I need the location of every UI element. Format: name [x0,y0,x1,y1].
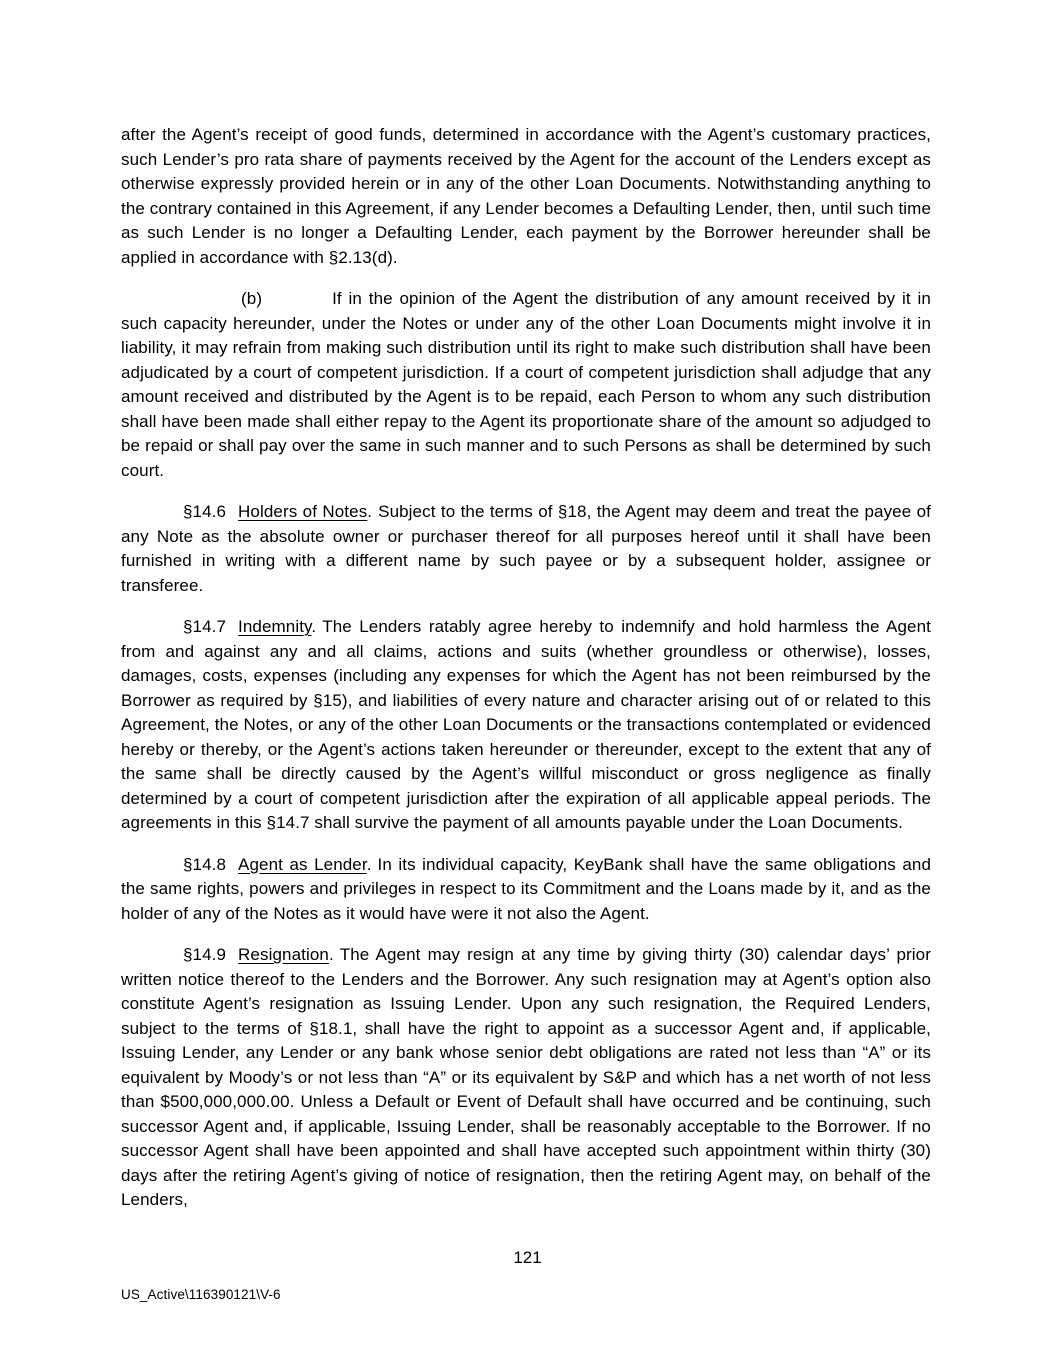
document-body [121,123,931,1230]
section-text: In its individual capacity, KeyBank shall have the same obligations and the same rights, powers and privileges in respect to its Commitment and the Loans made by it, and as the holder of any of the Notes as it would have were it not also the Agent. [121,854,931,923]
paragraph-continuation [121,123,931,270]
section-title-punctuation: . [367,502,373,521]
paragraph-label: (b) [241,289,263,308]
section-14-8 [121,853,931,927]
section-14-9 [121,943,931,1213]
document-reference: US_Active\116390121\V-6 [121,1287,281,1302]
section-number: §14.9 [183,945,227,964]
paragraph-text: If in the opinion of the Agent the distribution of any amount received by it in such capacity hereunder, under the Notes or under any of the other Loan Documents might involve it in liability, it may refrain from making such distribution until its right to make such distribution shall have been adjudicated by a court of competent jurisdiction. If a court of competent jurisdiction shall adjudge that any amount received and distributed by the Agent is to be repaid, each Person to whom any such distribution shall have been made shall either repay to the Agent its proportionate share of the amount so adjudged to be repaid or shall pay over the same in such manner and to such Persons as shall be determined by such court. [121,289,931,480]
section-title: Agent as Lender [238,854,367,874]
section-title: Holders of Notes [238,502,368,521]
paragraph-text: after the Agent’s receipt of good funds, determined in accordance with the Agent’s customary practices, such Lender’s pro rata share of payments received by the Agent for the account of the Lenders except as otherwise expressly provided herein or in any of the other Loan Documents. Notwithstanding anything to the contrary contained in this Agreement, if any Lender becomes a Defaulting Lender, then, until such time as such Lender is no longer a Defaulting Lender, each payment by the Borrower hereunder shall be applied in accordance with §2.13(d). [121,125,931,267]
section-text: The Agent may resign at any time by giving thirty (30) calendar days’ prior written notice thereof to the Lenders and the Borrower. Any such resignation may at Agent’s option also constitute Agent’s resignation as Issuing Lender. Upon any such resignation, the Required Lenders, subject to the terms of §18.1, shall have the right to appoint as a successor Agent and, if applicable, Issuing Lender, any Lender or any bank whose senior debt obligations are rated not less than “A” or its equivalent by Moody’s or not less than “A” or its equivalent by S&P and which has a net worth of not less than $500,000,000.00. Unless a Default or Event of Default shall have occurred and be continuing, such successor Agent and, if applicable, Issuing Lender, shall be reasonably acceptable to the Borrower. If no successor Agent shall have been appointed and shall have accepted such appointment within thirty (30) days after the retiring Agent’s giving of notice of resignation, then the retiring Agent may, on behalf of the Lenders, [121,945,931,1209]
page-number: 121 [513,1248,542,1267]
section-title-punctuation: . [311,617,317,636]
section-number: §14.8 [183,854,227,874]
section-14-6 [121,500,931,598]
section-title: Resignation [238,945,329,964]
section-text: The Lenders ratably agree hereby to indemnify and hold harmless the Agent from and against any and all claims, actions and suits (whether groundless or otherwise), losses, damages, costs, expenses (including any expenses for which the Agent has not been reimbursed by the Borrower as required by §15), and liabilities of every nature and character arising out of or related to this Agreement, the Notes, or any of the other Loan Documents or the transactions contemplated or evidenced hereby or thereby, or the Agent’s actions taken hereunder or thereunder, except to the extent that any of the same shall be directly caused by the Agent’s willful misconduct or gross negligence as finally determined by a court of competent jurisdiction after the expiration of all applicable appeal periods. The agreements in this §14.7 shall survive the payment of all amounts payable under the Loan Documents. [121,617,931,832]
section-14-7 [121,615,931,836]
section-text: Subject to the terms of §18, the Agent may deem and treat the payee of any Note as the absolute owner or purchaser thereof for all purposes hereof until it shall have been furnished in writing with a different name by such payee or by a subsequent holder, assignee or transferee. [121,502,932,595]
paragraph-b [121,287,931,483]
section-title-punctuation: . [328,945,334,964]
section-number: §14.6 [183,502,227,521]
section-title: Indemnity [238,617,312,636]
section-title-punctuation: . [366,854,372,874]
section-number: §14.7 [183,617,227,636]
